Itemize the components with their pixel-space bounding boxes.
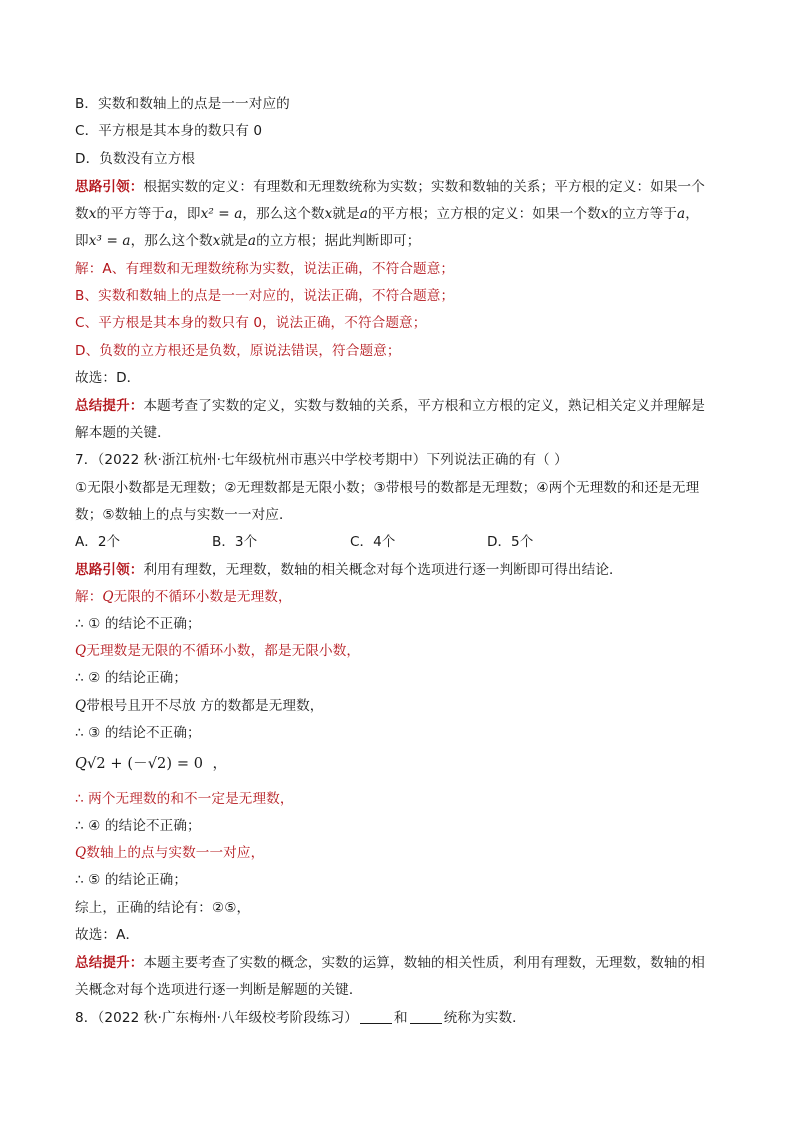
because-symbol: Q (75, 845, 87, 861)
sol-7-line-1 (75, 587, 292, 607)
text-fragment: 的平方等于 (96, 206, 165, 222)
question-7-title: 7．（2022 秋·浙江杭州·七年级杭州市惠兴中学校考期中）下列说法正确的有（ ） (75, 452, 568, 468)
option-d: D．5个 (487, 534, 534, 550)
sol-7-line-8: ∴ 两个无理数的和不一定是无理数， (75, 791, 294, 807)
text-fragment: 带根号且开不尽放 方的数都是无理数， (86, 698, 324, 714)
math-var: x (324, 206, 333, 222)
math-var: a (164, 206, 174, 222)
math-equation: √2 + (－√2) = 0 (87, 756, 204, 772)
hint-label: 思路引领： (75, 179, 144, 195)
solution-line-4: D、负数的立方根还是负数，原说法错误，符合题意； (75, 343, 401, 359)
math-var: x (600, 206, 609, 222)
text-fragment: 无限的不循环小数是无理数， (113, 589, 292, 605)
text-fragment: ，那么这个数 (242, 206, 325, 222)
sol-7-line-4: ∴ ② 的结论正确； (75, 670, 188, 686)
question-7-statements: ①无限小数都是无理数；②无理数都是无限小数；③带根号的数都是无理数；④两个无理数的和还是无理 (75, 480, 700, 496)
math-var: x (212, 233, 221, 249)
because-symbol: Q (75, 756, 87, 772)
question-8-title (75, 1008, 526, 1028)
text-fragment: 8．（2022 秋·广东梅州·八年级校考阶段练习） (75, 1010, 358, 1026)
sol-7-equation (75, 754, 227, 774)
sol-7-line-5 (75, 696, 323, 716)
summary-7-line-1 (75, 953, 705, 973)
math-equation: x² = a (200, 206, 243, 222)
sol-7-line-6: ∴ ③ 的结论不正确； (75, 725, 201, 741)
option-c-line: C．平方根是其本身的数只有 0 (75, 123, 263, 139)
summary-7-line-2: 关概念对每个选项进行逐一判断是解题的关键． (75, 982, 363, 998)
option-d-line: D．负数没有立方根 (75, 151, 196, 167)
sol-7-line-2: ∴ ① 的结论不正确； (75, 616, 201, 632)
sol-7-line-12: 综上，正确的结论有：②⑤， (75, 900, 251, 916)
sol-7-line-9: ∴ ④ 的结论不正确； (75, 818, 201, 834)
solution-line-1: 解：A、有理数和无理数统称为实数，说法正确，不符合题意； (75, 261, 455, 277)
sol-7-line-10 (75, 843, 264, 863)
answer-blank-2[interactable] (410, 1009, 442, 1024)
text-fragment: 就是 (220, 233, 248, 249)
sol-7-line-3 (75, 641, 360, 661)
text-fragment: 就是 (332, 206, 360, 222)
option-b-line: B．实数和数轴上的点是一一对应的 (75, 96, 290, 112)
sol-7-line-11: ∴ ⑤ 的结论正确； (75, 872, 188, 888)
because-symbol: Q (75, 698, 87, 714)
hint-7-line (75, 560, 623, 580)
option-b: B．3个 (212, 534, 258, 550)
text-fragment: 解： (75, 589, 103, 605)
answer-blank-1[interactable] (360, 1009, 392, 1024)
text-fragment: 即 (75, 233, 89, 249)
solution-line-3: C、平方根是其本身的数只有 0，说法正确，不符合题意； (75, 315, 427, 331)
text-fragment: 统称为实数． (443, 1010, 526, 1026)
text-fragment: ，即 (173, 206, 201, 222)
text-fragment: 和 (394, 1010, 408, 1026)
text-fragment: ，那么这个数 (130, 233, 213, 249)
question-7-statements-cont: 数；⑤数轴上的点与实数一一对应． (75, 507, 293, 523)
because-symbol: Q (102, 589, 114, 605)
text-fragment: 无理数是无限的不循环小数，都是无限小数， (86, 643, 361, 659)
math-var: x (88, 206, 97, 222)
text-fragment: 数 (75, 206, 89, 222)
math-var: a (359, 206, 368, 222)
summary-text: 本题主要考查了实数的概念，实数的运算，数轴的相关性质，利用有理数，无理数，数轴的相 (143, 955, 705, 971)
summary-label: 总结提升： (75, 398, 144, 414)
option-a: A．2个 (75, 534, 121, 550)
math-equation: x³ = a (88, 233, 131, 249)
text-fragment: 的立方根；据此判断即可； (256, 233, 421, 249)
hint-text: 根据实数的定义：有理数和无理数统称为实数；实数和数轴的关系；平方根的定义：如果一个 (143, 179, 705, 195)
hint-line-1 (75, 177, 705, 197)
solution-line-2: B、实数和数轴上的点是一一对应的，说法正确，不符合题意； (75, 288, 455, 304)
text-fragment: 的平方根；立方根的定义：如果一个数 (367, 206, 601, 222)
hint-line-2 (75, 204, 699, 224)
text-fragment: ， (685, 206, 699, 222)
summary-label: 总结提升： (75, 955, 144, 971)
math-var: a (677, 206, 686, 222)
because-symbol: Q (75, 643, 87, 659)
answer-line: 故选：D． (75, 370, 141, 386)
math-var: a (247, 233, 257, 249)
answer-7-line: 故选：A． (75, 927, 140, 943)
text-fragment: 的立方等于 (608, 206, 678, 222)
summary-line-2: 解本题的关键． (75, 425, 171, 441)
text-fragment: 数轴上的点与实数一一对应， (86, 845, 265, 861)
summary-text: 本题考查了实数的定义，实数与数轴的关系，平方根和立方根的定义，熟记相关定义并理解是 (143, 398, 705, 414)
text-fragment: ， (212, 756, 228, 772)
summary-line-1 (75, 396, 705, 416)
hint-label: 思路引领： (75, 562, 144, 578)
hint-text: 利用有理数，无理数，数轴的相关概念对每个选项进行逐一判断即可得出结论． (143, 562, 623, 578)
hint-line-3 (75, 231, 420, 251)
option-c: C．4个 (350, 534, 396, 550)
